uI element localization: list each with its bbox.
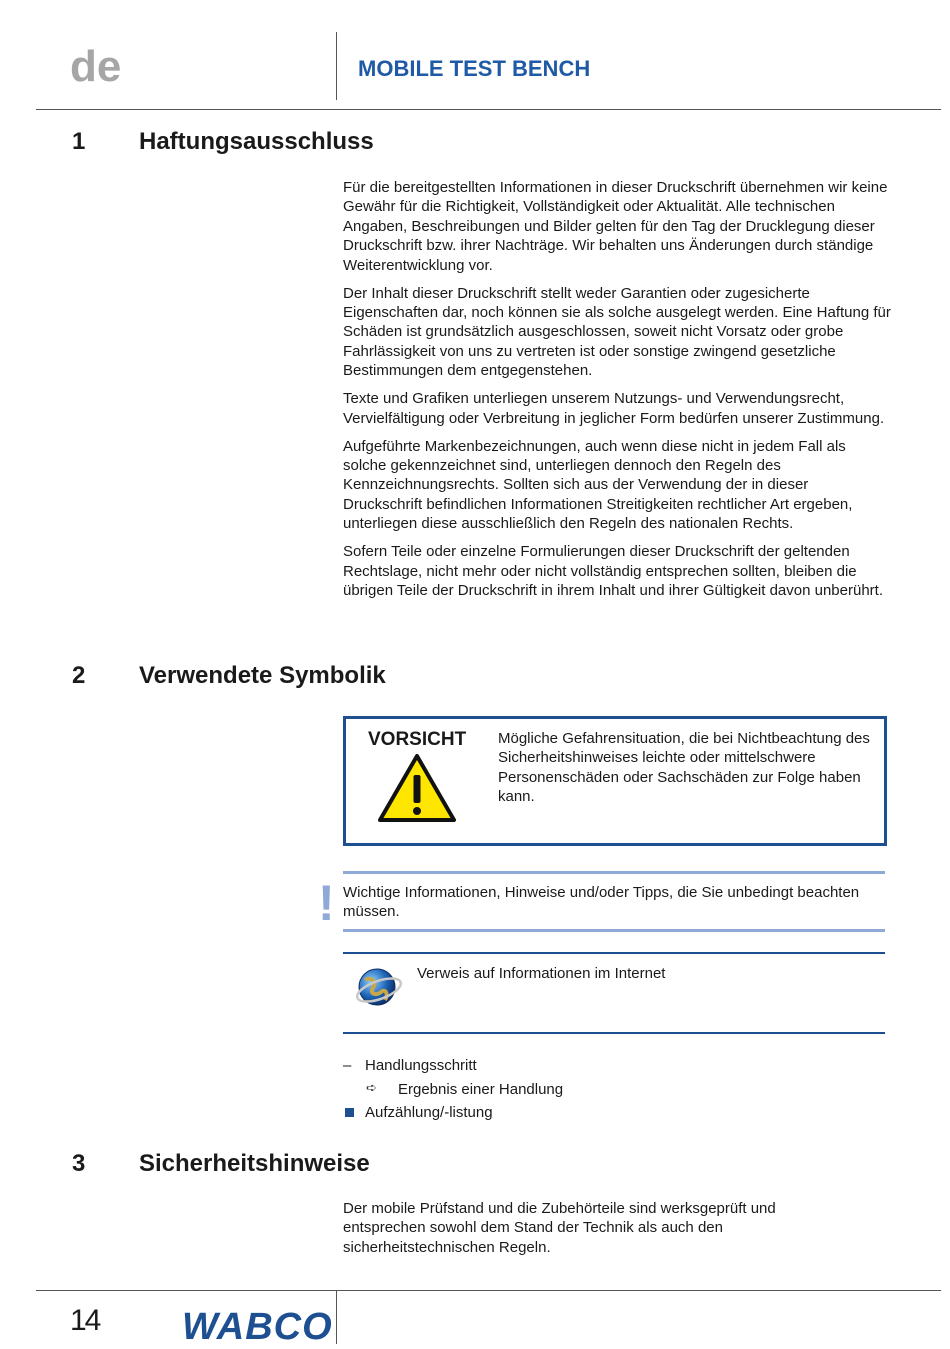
web-top-rule xyxy=(343,952,885,954)
section-3-title: Sicherheitshinweise xyxy=(139,1150,370,1177)
section-2-title: Verwendete Symbolik xyxy=(139,662,386,689)
section-1-number: 1 xyxy=(72,128,86,155)
header-rule xyxy=(36,109,941,110)
caution-box xyxy=(343,716,887,846)
section-2-number: 2 xyxy=(72,662,86,689)
warning-triangle-icon xyxy=(378,753,456,823)
bullet-text: Aufzählung/-listung xyxy=(365,1104,493,1121)
result-text: Ergebnis einer Handlung xyxy=(398,1081,564,1098)
paragraph: Sofern Teile oder einzelne Formulierungen dieser Druckschrift der geltenden Rechtslage, nicht mehr oder nicht vollständig entsprechen sollten, bleiben die übrigen Teile der Druckschrift in ihrem Inhalt und ihrer Gültigkeit davon unberührt. xyxy=(343,543,883,600)
caution-label: VORSICHT xyxy=(368,729,467,750)
globe-internet-icon xyxy=(355,966,405,1008)
step-text: Handlungsschritt xyxy=(365,1057,477,1074)
section-1-title: Haftungsausschluss xyxy=(139,128,374,155)
header-divider xyxy=(336,32,337,100)
paragraph: Texte und Grafiken unterliegen unserem Nutzungs- und Verwendungsrecht, Vervielfältigung oder Verbreitung in jeglicher Form bedürfen unserer Zustimmung. xyxy=(343,390,885,427)
section-3-body: Der mobile Prüfstand und die Zubehörteile sind werksgeprüft und entsprechen sowohl dem Stand der Technik als auch den sicherheitstechnischen Regeln. xyxy=(343,1200,776,1256)
note-bottom-rule xyxy=(343,929,885,932)
note-top-rule xyxy=(343,871,885,874)
web-bottom-rule xyxy=(343,1032,885,1034)
exclamation-icon: ! xyxy=(318,875,335,931)
paragraph: Der Inhalt dieser Druckschrift stellt weder Garantien oder zugesicherte Eigenschaften dar, noch können sie als solche ausgelegt werden. Eine Haftung für Schäden ist grundsätzlich ausgeschlossen, soweit nicht Vorsatz oder grobe Fahrlässigkeit von uns zu vertreten ist oder sonstige zwingend gesetzliche Bestimmungen dem entgegenstehen. xyxy=(343,284,891,380)
document-title: MOBILE TEST BENCH xyxy=(358,56,591,81)
wabco-logo: WABCO xyxy=(182,1306,333,1348)
section-3-number: 3 xyxy=(72,1150,86,1177)
footer-rule xyxy=(36,1290,941,1291)
page-number: 14 xyxy=(70,1304,100,1337)
bullet-square-icon xyxy=(345,1108,354,1117)
step-dash-icon: – xyxy=(343,1057,352,1074)
footer-divider xyxy=(336,1290,337,1344)
section-1-body xyxy=(343,178,891,609)
caution-text: Mögliche Gefahrensituation, die bei Nichtbeachtung des Sicherheitshinweises leichte oder mittelschwere Personenschäden oder Sachschäden zur Folge haben kann. xyxy=(498,730,870,806)
paragraph: Für die bereitgestellten Informationen in dieser Druckschrift übernehmen wir keine Gewähr für die Richtigkeit, Vollständigkeit oder Aktualität. Alle technischen Angaben, Beschreibungen und Bilder gelten für den Tag der Drucklegung dieser Druckschrift bzw. ihrer Nachträge. Wir behalten uns Änderungen durch ständige Weiterentwicklung vor. xyxy=(343,179,888,274)
result-arrow-icon: ➪ xyxy=(366,1080,377,1095)
paragraph: Aufgeführte Markenbezeichnungen, auch wenn diese nicht in jedem Fall als solche gekennzeichnet sind, unterliegen dennoch den Regeln des Kennzeichnungsrechts. Sollten sich aus der Verwendung der in dieser Druckschrift befindlichen Informationen Streitigkeiten rechtlicher Art ergeben, unterliegen diese ausschließlich den Regeln des nationalen Rechts. xyxy=(343,437,853,533)
note-text: Wichtige Informationen, Hinweise und/oder Tipps, die Sie unbedingt beachten müssen. xyxy=(343,884,860,921)
web-reference-text: Verweis auf Informationen im Internet xyxy=(417,965,666,982)
language-code: de xyxy=(70,42,122,91)
